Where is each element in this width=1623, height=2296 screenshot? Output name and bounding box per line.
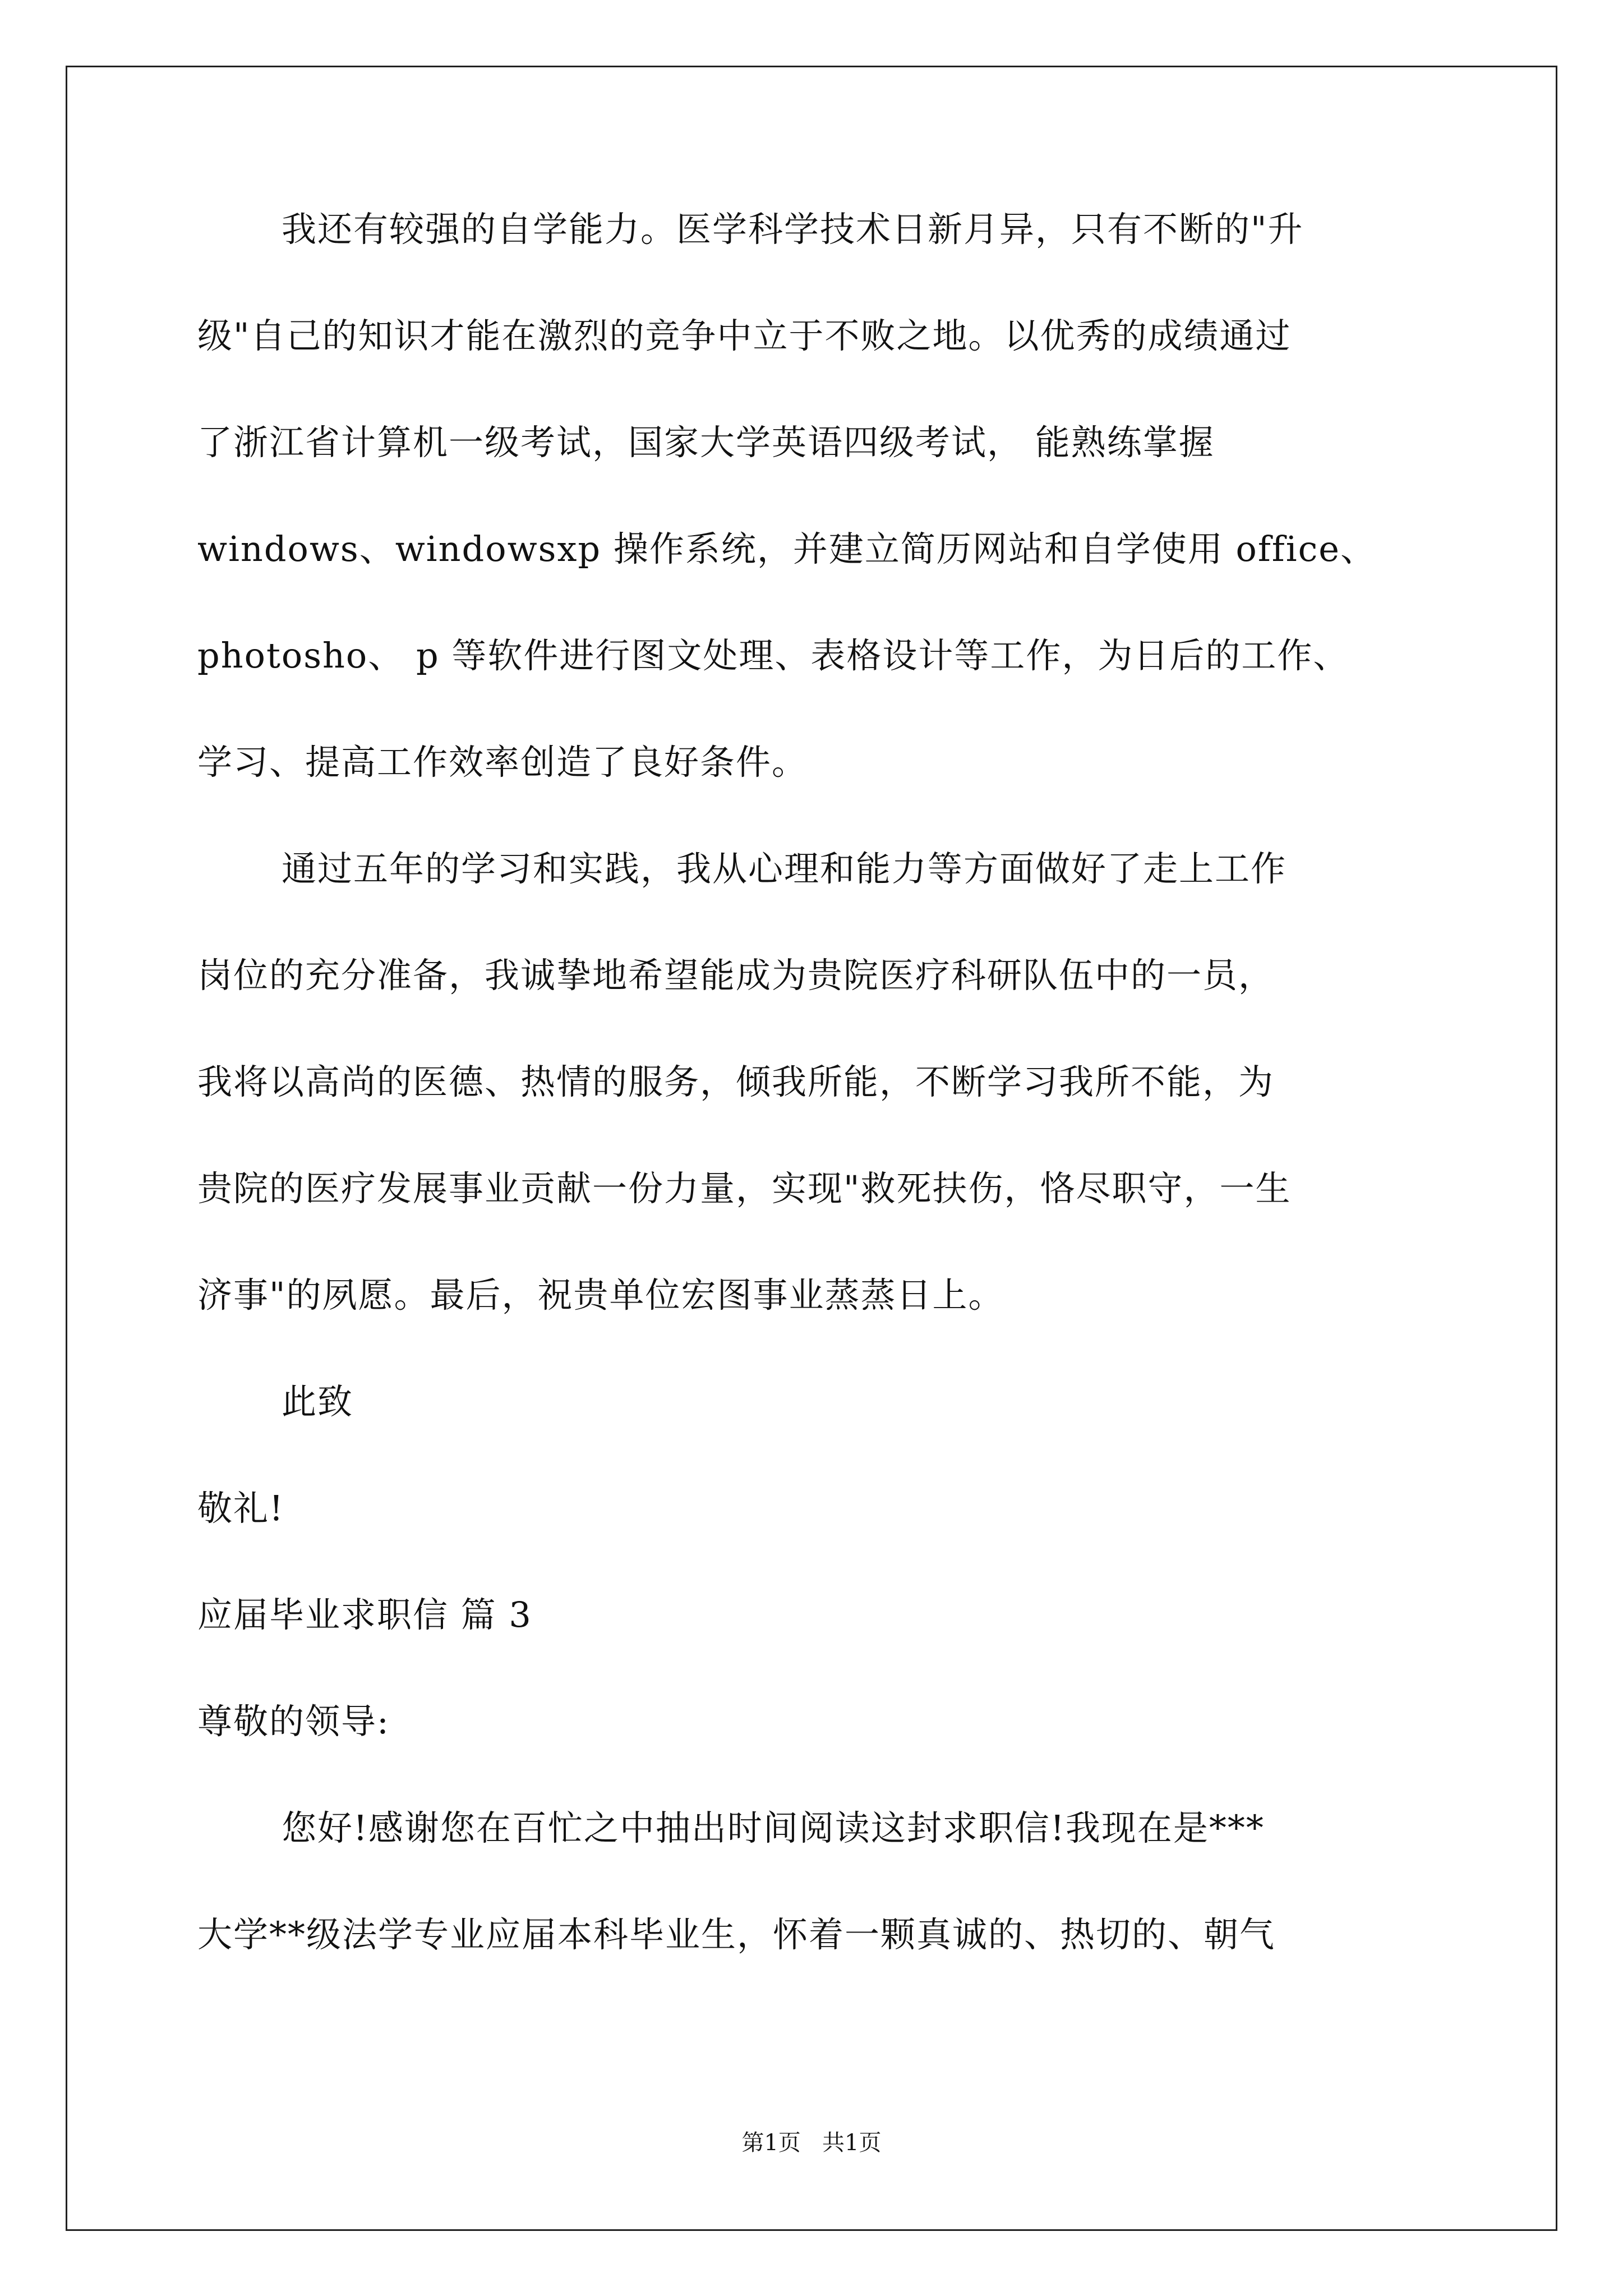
section-title: 应届毕业求职信 篇 3 xyxy=(197,1594,532,1635)
text-line: 岗位的充分准备，我诚挚地希望能成为贵院医疗科研队伍中的一员， xyxy=(197,955,1275,996)
text-line: 级"自己的知识才能在激烈的竞争中立于不败之地。以优秀的成绩通过 xyxy=(197,315,1292,356)
text-line: 济事"的夙愿。最后，祝贵单位宏图事业蒸蒸日上。 xyxy=(197,1274,1004,1315)
closing-salutation: 此致 xyxy=(282,1381,354,1422)
text-line: 您好!感谢您在百忙之中抽出时间阅读这封求职信!我现在是*** xyxy=(282,1807,1265,1848)
text-line: 我还有较强的自学能力。医学科学技术日新月异，只有不断的"升 xyxy=(282,209,1304,250)
text-line: 学习、提高工作效率创造了良好条件。 xyxy=(197,742,808,783)
text-line: 了浙江省计算机一级考试，国家大学英语四级考试， 能熟练掌握 xyxy=(197,422,1215,463)
page-border xyxy=(66,66,1557,2231)
text-line: 通过五年的学习和实践，我从心理和能力等方面做好了走上工作 xyxy=(282,848,1287,889)
closing-regards: 敬礼! xyxy=(197,1488,284,1529)
text-line: 贵院的医疗发展事业贡献一份力量，实现"救死扶伤，恪尽职守，一生 xyxy=(197,1168,1292,1209)
text-line: 我将以高尚的医德、热情的服务，倾我所能，不断学习我所不能，为 xyxy=(197,1061,1275,1102)
greeting: 尊敬的领导: xyxy=(197,1701,390,1742)
text-line: photosho、 p 等软件进行图文处理、表格设计等工作，为日后的工作、 xyxy=(197,635,1349,676)
text-line: 大学**级法学专业应届本科毕业生，怀着一颗真诚的、热切的、朝气 xyxy=(197,1914,1276,1955)
page-number: 第1页 共1页 xyxy=(741,2130,882,2156)
text-line: windows、windowsxp 操作系统，并建立简历网站和自学使用 office、 xyxy=(197,528,1376,569)
